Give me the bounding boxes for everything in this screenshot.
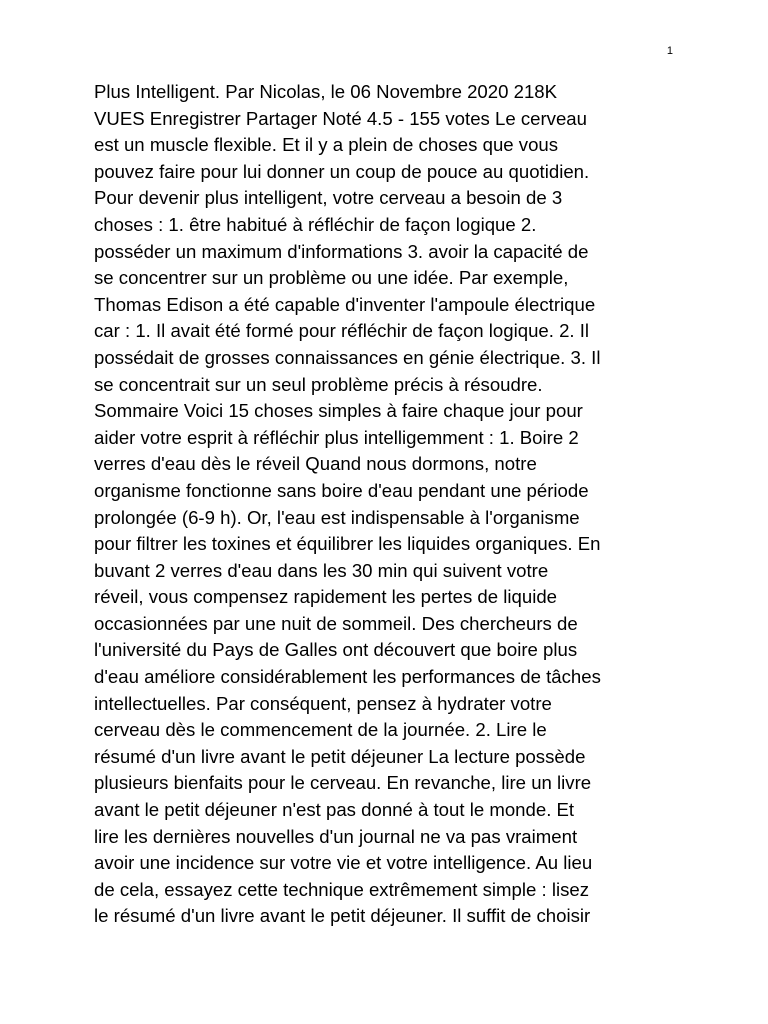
text-line: avoir une incidence sur votre vie et votre intelligence. Au lieu: [94, 852, 593, 874]
text-line: pouvez faire pour lui donner un coup de pouce au quotidien.: [94, 160, 590, 182]
page-number: 1: [666, 45, 673, 57]
text-line: VUES Enregistrer Partager Noté 4.5 - 155 votes Le cerveau: [94, 107, 587, 129]
text-line: lire les dernières nouvelles d'un journal ne va pas vraiment: [94, 825, 578, 847]
text-line: choses : 1. être habitué à réfléchir de façon logique 2.: [94, 213, 537, 235]
text-line: est un muscle flexible. Et il y a plein de choses que vous: [94, 134, 559, 156]
text-line: organisme fonctionne sans boire d'eau pendant une période: [94, 479, 589, 501]
text-line: Sommaire Voici 15 choses simples à faire chaque jour pour: [94, 400, 583, 422]
text-line: plusieurs bienfaits pour le cerveau. En revanche, lire un livre: [94, 772, 592, 794]
text-line: avant le petit déjeuner n'est pas donné à tout le monde. Et: [94, 799, 575, 821]
text-line: buvant 2 verres d'eau dans les 30 min qui suivent votre: [94, 559, 549, 581]
text-line: réveil, vous compensez rapidement les pertes de liquide: [94, 586, 558, 608]
text-line: occasionnées par une nuit de sommeil. Des chercheurs de: [94, 612, 578, 634]
text-line: se concentrait sur un seul problème précis à résoudre.: [94, 373, 543, 395]
text-line: le résumé d'un livre avant le petit déjeuner. Il suffit de choisir: [94, 905, 591, 927]
text-line: Pour devenir plus intelligent, votre cerveau a besoin de 3: [94, 187, 563, 209]
text-line: possédait de grosses connaissances en génie électrique. 3. Il: [94, 346, 601, 368]
text-line: de cela, essayez cette technique extrêmement simple : lisez: [94, 878, 590, 900]
text-line: posséder un maximum d'informations 3. avoir la capacité de: [94, 240, 589, 262]
text-line: Thomas Edison a été capable d'inventer l'ampoule électrique: [94, 293, 596, 315]
text-line: se concentrer sur un problème ou une idée. Par exemple,: [94, 267, 569, 289]
text-line: verres d'eau dès le réveil Quand nous dormons, notre: [94, 453, 537, 475]
text-line: Plus Intelligent. Par Nicolas, le 06 Novembre 2020 218K: [94, 81, 558, 102]
text-line: cerveau dès le commencement de la journée. 2. Lire le: [94, 719, 547, 741]
body-text: [94, 79, 694, 930]
text-line: prolongée (6-9 h). Or, l'eau est indispensable à l'organisme: [94, 506, 580, 528]
text-line: d'eau améliore considérablement les performances de tâches: [94, 666, 601, 688]
text-line: résumé d'un livre avant le petit déjeuner La lecture possède: [94, 745, 586, 767]
text-line: car : 1. Il avait été formé pour réfléchir de façon logique. 2. Il: [94, 320, 590, 342]
text-line: aider votre esprit à réfléchir plus intelligemment : 1. Boire 2: [94, 426, 579, 448]
text-line: pour filtrer les toxines et équilibrer les liquides organiques. En: [94, 533, 601, 555]
text-line: l'université du Pays de Galles ont découvert que boire plus: [94, 639, 578, 661]
text-line: intellectuelles. Par conséquent, pensez à hydrater votre: [94, 692, 552, 714]
